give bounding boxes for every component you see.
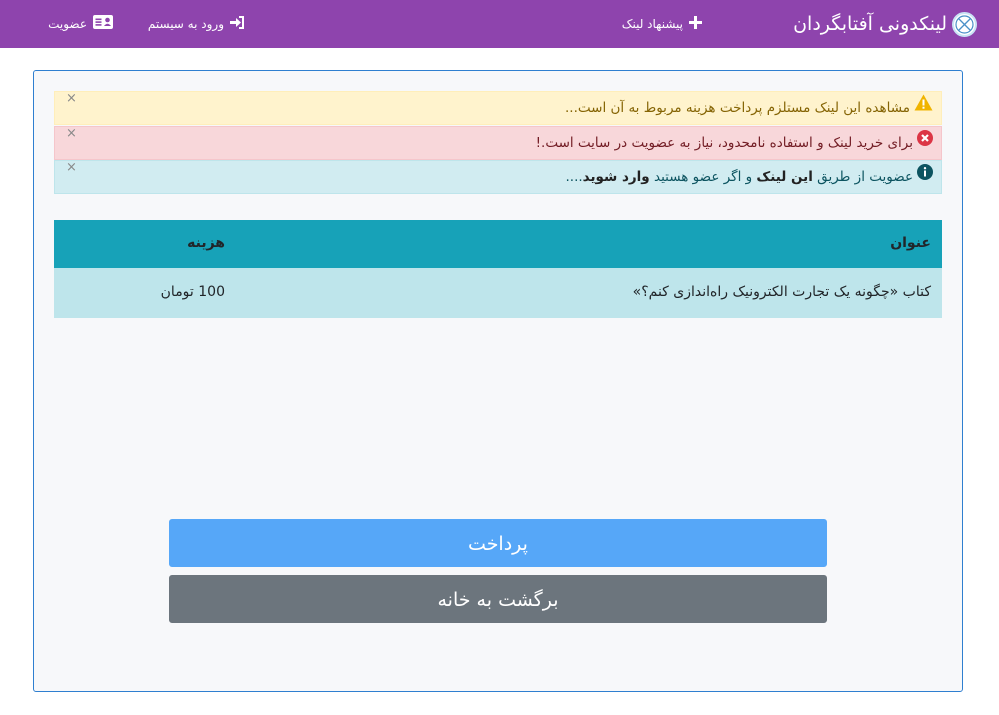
suggest-link-label: پیشنهاد لینک	[621, 17, 683, 31]
error-circle-icon	[917, 126, 933, 158]
cost-table	[54, 220, 942, 318]
sign-in-icon	[230, 16, 245, 34]
suggest-link-nav[interactable]	[622, 15, 702, 34]
info-alert-signup-link[interactable]: این لینک	[756, 169, 813, 185]
danger-alert-text: برای خرید لینک و استفاده نامحدود، نیاز به عضویت در سایت است.!	[535, 135, 913, 151]
warning-alert-close-button[interactable]: ×	[66, 91, 77, 106]
main-panel	[33, 70, 963, 692]
top-navbar	[0, 0, 999, 48]
row-title-cell: کتاب «چگونه یک تجارت الکترونیک راه‌اندازی کنم؟»	[632, 284, 931, 300]
table-header-row	[54, 220, 942, 268]
back-home-button[interactable]: برگشت به خانه	[169, 575, 827, 623]
info-circle-icon	[917, 160, 933, 192]
header-cost: هزینه	[187, 235, 225, 251]
signup-nav[interactable]	[48, 15, 113, 34]
row-cost-cell: 100 تومان	[160, 284, 225, 300]
info-alert-prefix: عضویت از طریق	[812, 169, 913, 185]
login-nav[interactable]	[148, 15, 245, 34]
danger-alert	[54, 126, 942, 160]
sunflower-logo-icon[interactable]	[952, 12, 977, 37]
table-row	[54, 268, 942, 318]
login-label: ورود به سیستم	[147, 17, 224, 31]
info-alert-suffix: ....	[565, 169, 583, 185]
warning-alert	[54, 91, 942, 125]
info-alert-middle: و اگر عضو هستید	[649, 169, 757, 185]
brand-title[interactable]: لینکدونی آفتابگردان	[793, 13, 947, 35]
warning-icon	[914, 91, 933, 123]
warning-alert-text: مشاهده این لینک مستلزم پرداخت هزینه مربوط به آن است...	[565, 100, 910, 116]
plus-icon	[689, 16, 702, 34]
info-alert-close-button[interactable]: ×	[66, 160, 77, 175]
info-alert-login-link[interactable]: وارد شوید	[582, 169, 650, 185]
id-card-icon	[93, 15, 113, 34]
danger-alert-close-button[interactable]: ×	[66, 126, 77, 141]
pay-button[interactable]: پرداخت	[169, 519, 827, 567]
header-title: عنوان	[890, 235, 931, 251]
signup-label: عضویت	[48, 17, 87, 31]
info-alert	[54, 160, 942, 194]
